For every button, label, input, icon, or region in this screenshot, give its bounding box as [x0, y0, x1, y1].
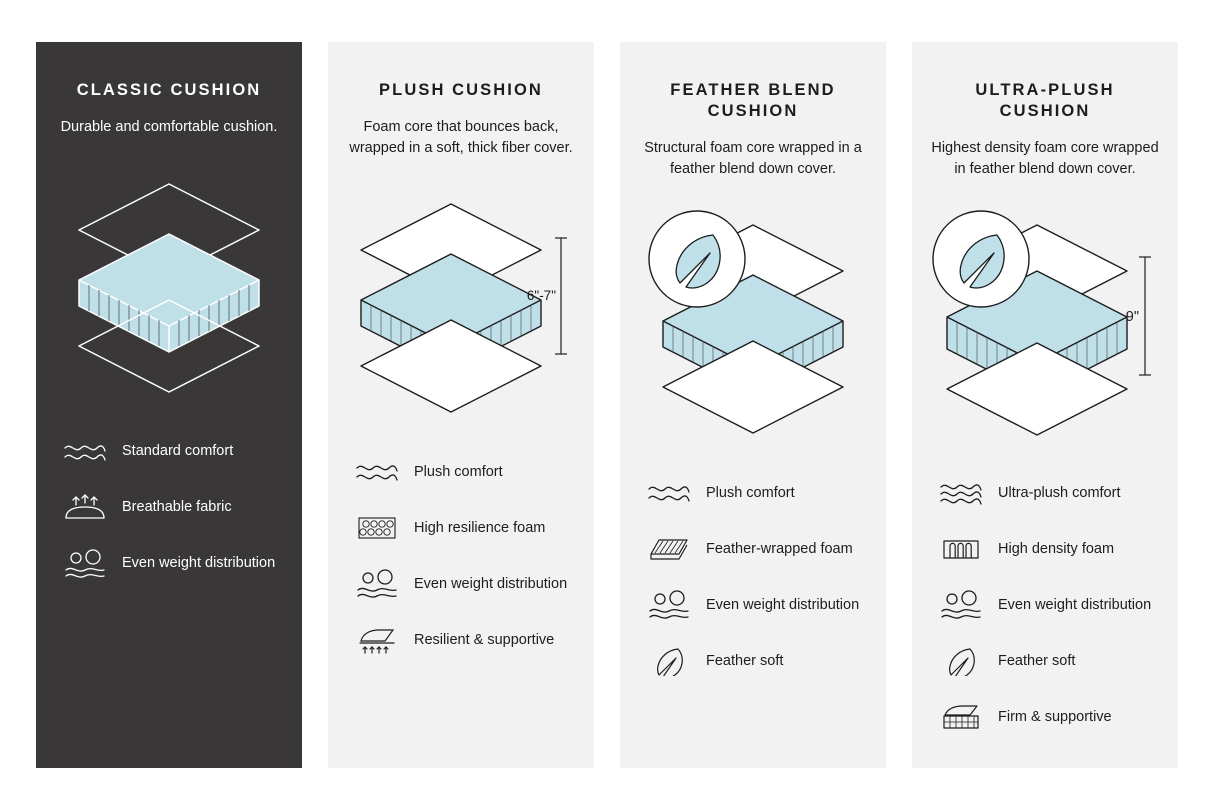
even-weight-icon	[354, 567, 400, 601]
dimension-label: 9"	[1125, 309, 1139, 326]
feather-badge	[933, 211, 1029, 307]
feature-item	[62, 536, 276, 592]
card-description: Structural foam core wrapped in a feather blend down cover.	[644, 140, 862, 177]
feature-label: Standard comfort	[122, 442, 234, 459]
feature-label: Even weight distribution	[998, 596, 1152, 613]
feature-item	[354, 444, 568, 500]
card-title: FEATHER BLEND CUSHION	[670, 81, 836, 121]
resilient-support-icon	[354, 623, 400, 657]
dimension-bar	[555, 238, 567, 354]
even-weight-icon	[938, 588, 984, 622]
honeycomb-foam-icon	[354, 511, 400, 545]
feature-list	[646, 465, 860, 689]
feature-label: Feather soft	[706, 652, 784, 669]
card-description: Durable and comfortable cushion.	[60, 119, 278, 136]
feature-label: Resilient & supportive	[414, 631, 555, 648]
feature-item	[646, 633, 860, 689]
wave-icon	[62, 435, 108, 469]
feature-item	[646, 521, 860, 577]
feature-label: High density foam	[998, 540, 1115, 557]
wave-icon	[646, 476, 692, 510]
card-description: Highest density foam core wrapped in feather blend down cover.	[931, 140, 1159, 177]
feature-item	[354, 556, 568, 612]
cushion-layer-diagram	[343, 176, 579, 426]
feature-label: Feather-wrapped foam	[706, 540, 853, 557]
cushion-layer-diagram	[635, 197, 871, 447]
feature-item	[354, 500, 568, 556]
feature-item	[62, 424, 276, 480]
dimension-bar	[1139, 257, 1151, 375]
cushion-layer-diagram	[51, 156, 287, 406]
feature-label: Breathable fabric	[122, 498, 232, 515]
card-title: PLUSH CUSHION	[379, 81, 543, 99]
card-ultra-plush-cushion[interactable]	[912, 42, 1178, 768]
feature-item	[354, 612, 568, 668]
card-description: Foam core that bounces back, wrapped in a soft, thick fiber cover.	[349, 119, 573, 156]
feature-label: Even weight distribution	[122, 554, 276, 571]
feature-label: Firm & supportive	[998, 708, 1112, 725]
feather-badge	[649, 211, 745, 307]
card-title: CLASSIC CUSHION	[76, 81, 262, 99]
card-classic-cushion[interactable]	[36, 42, 302, 768]
density-foam-icon	[938, 532, 984, 566]
feature-item	[938, 689, 1152, 745]
wave-icon	[354, 455, 400, 489]
cushion-layer-diagram	[927, 197, 1163, 447]
card-feather-blend-cushion[interactable]	[620, 42, 886, 768]
feature-label: Plush comfort	[706, 484, 795, 501]
feature-item	[62, 480, 276, 536]
feature-label: High resilience foam	[414, 519, 546, 536]
feather-wrapped-foam-icon	[646, 532, 692, 566]
diagram-core-layer	[79, 234, 259, 352]
feather-icon	[938, 644, 984, 678]
feature-label: Feather soft	[998, 652, 1076, 669]
feature-item	[938, 465, 1152, 521]
feature-label: Plush comfort	[414, 463, 503, 480]
feature-item	[938, 577, 1152, 633]
feature-list	[938, 465, 1152, 745]
firm-support-icon	[938, 700, 984, 734]
feature-label: Ultra-plush comfort	[998, 484, 1121, 501]
feature-label: Even weight distribution	[414, 575, 568, 592]
feature-list	[354, 444, 568, 668]
even-weight-icon	[62, 547, 108, 581]
feature-list	[62, 424, 276, 592]
dimension-label: 6"-7"	[526, 288, 556, 304]
feature-item	[938, 521, 1152, 577]
even-weight-icon	[646, 588, 692, 622]
feature-label: Even weight distribution	[706, 596, 860, 613]
wave-icon	[938, 476, 984, 510]
feature-item	[938, 633, 1152, 689]
feature-item	[646, 577, 860, 633]
card-title: ULTRA-PLUSH CUSHION	[975, 81, 1115, 121]
card-plush-cushion[interactable]	[328, 42, 594, 768]
feature-item	[646, 465, 860, 521]
feather-icon	[646, 644, 692, 678]
breathable-fabric-icon	[62, 491, 108, 525]
